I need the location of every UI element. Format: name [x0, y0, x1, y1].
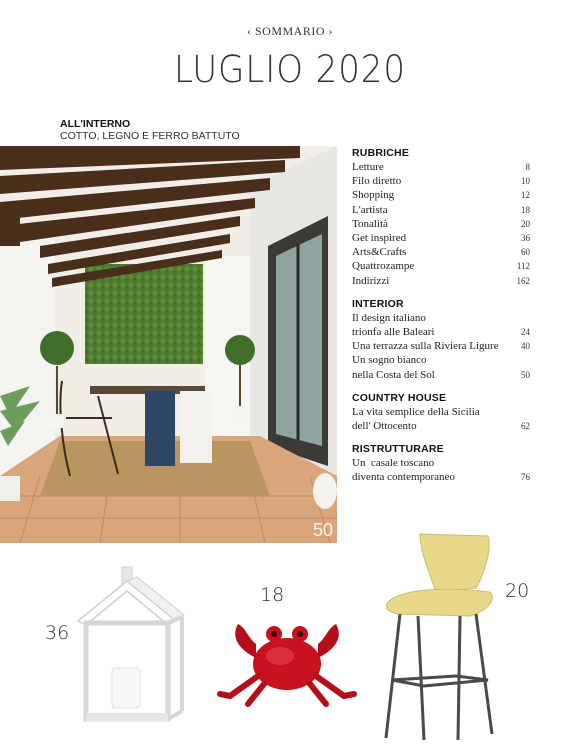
toc-entry-label: L'artista [352, 203, 388, 216]
toc-entry-page: 76 [521, 472, 530, 483]
terrace-illustration [0, 146, 337, 543]
toc-entry-page: 162 [516, 275, 530, 286]
toc-entry-label: Il design italiano [352, 311, 426, 324]
toc-entry-label: Tonalità [352, 217, 388, 230]
crab-product[interactable] [212, 604, 362, 713]
toc-entry[interactable] [352, 231, 530, 245]
toc-section-rubriche [352, 146, 530, 288]
toc-entry[interactable] [352, 470, 530, 484]
toc-entry[interactable] [352, 405, 530, 419]
feature-caption [60, 118, 240, 143]
toc-section-interior [352, 297, 530, 382]
toc-entry[interactable] [352, 160, 530, 174]
toc-entry-page: 18 [521, 204, 530, 215]
crab-page-number: 18 [260, 584, 285, 606]
toc-entry-page: 20 [521, 218, 530, 229]
toc-entry[interactable] [352, 174, 530, 188]
toc-entry-label: Indirizzi [352, 274, 390, 287]
issue-title: LUGLIO 2020 [174, 48, 406, 91]
toc-entry-label: nella Costa del Sol [352, 368, 435, 381]
toc-entry-page: 12 [521, 190, 530, 201]
toc-entry-label: trionfa alle Baleari [352, 326, 435, 339]
toc-entry[interactable] [352, 245, 530, 259]
toc-entry-label: Una terrazza sulla Riviera Ligure [352, 340, 499, 353]
lantern-product[interactable] [72, 563, 192, 730]
toc-entry-page: 36 [521, 233, 530, 244]
toc-entry-page: 8 [525, 162, 530, 172]
feature-subtitle: COTTO, LEGNO E FERRO BATTUTO [60, 130, 240, 142]
feature-section: ALL'INTERNO [60, 118, 131, 130]
toc-entry[interactable] [352, 368, 530, 382]
toc-entry-page: 40 [521, 341, 530, 352]
bar-stool-icon [380, 530, 505, 742]
toc-entry-page: 24 [521, 327, 530, 338]
toc-entry[interactable] [352, 217, 530, 231]
toc-entry-label: Un sogno bianco [352, 354, 427, 367]
lantern-icon [72, 563, 192, 725]
glass-crab-icon [212, 604, 362, 708]
toc-entry[interactable] [352, 456, 530, 470]
toc-entry-label: Un casale toscano [352, 457, 435, 470]
toc-entry-label: Arts&Crafts [352, 246, 407, 259]
toc-entry-page: 10 [521, 176, 530, 187]
toc-entry[interactable] [352, 311, 530, 325]
toc-entry-label: Quattrozampe [352, 260, 415, 273]
toc-entry-page: 50 [521, 369, 530, 380]
toc-entry-label: Letture [352, 161, 384, 173]
toc-entry-page: 112 [516, 261, 530, 272]
toc-section-country-house [352, 391, 530, 433]
toc-entry-label: Filo diretto [352, 175, 402, 188]
toc-entry[interactable] [352, 339, 530, 353]
toc-entry-label: diventa contemporaneo [352, 471, 455, 484]
stool-product[interactable] [380, 530, 505, 747]
toc-entry-page: 60 [521, 247, 530, 258]
toc-entry[interactable] [352, 353, 530, 367]
toc-entry-page: 62 [521, 421, 530, 432]
toc-heading: RISTRUTTURARE [352, 443, 444, 456]
toc-entry-label: dell' Ottocento [352, 420, 417, 433]
table-of-contents [352, 146, 530, 494]
hero-photo[interactable] [0, 146, 337, 543]
sommario-kicker: ‹ SOMMARIO › [246, 24, 333, 38]
toc-section-ristrutturare [352, 442, 530, 484]
toc-heading: RUBRICHE [352, 147, 410, 159]
lantern-page-number: 36 [45, 622, 70, 644]
toc-entry[interactable] [352, 188, 530, 202]
stool-page-number: 20 [505, 580, 530, 602]
toc-entry-label: La vita semplice della Sicilia [352, 405, 480, 418]
toc-entry-label: Shopping [352, 189, 395, 202]
toc-entry[interactable] [352, 419, 530, 433]
toc-heading: INTERIOR [352, 297, 404, 310]
hero-page-badge: 50 [312, 520, 333, 540]
toc-entry[interactable] [352, 259, 530, 273]
toc-entry[interactable] [352, 325, 530, 339]
toc-entry[interactable] [352, 274, 530, 288]
toc-heading: COUNTRY HOUSE [352, 391, 447, 404]
toc-entry-label: Get inspired [352, 232, 407, 245]
toc-entry[interactable] [352, 203, 530, 217]
